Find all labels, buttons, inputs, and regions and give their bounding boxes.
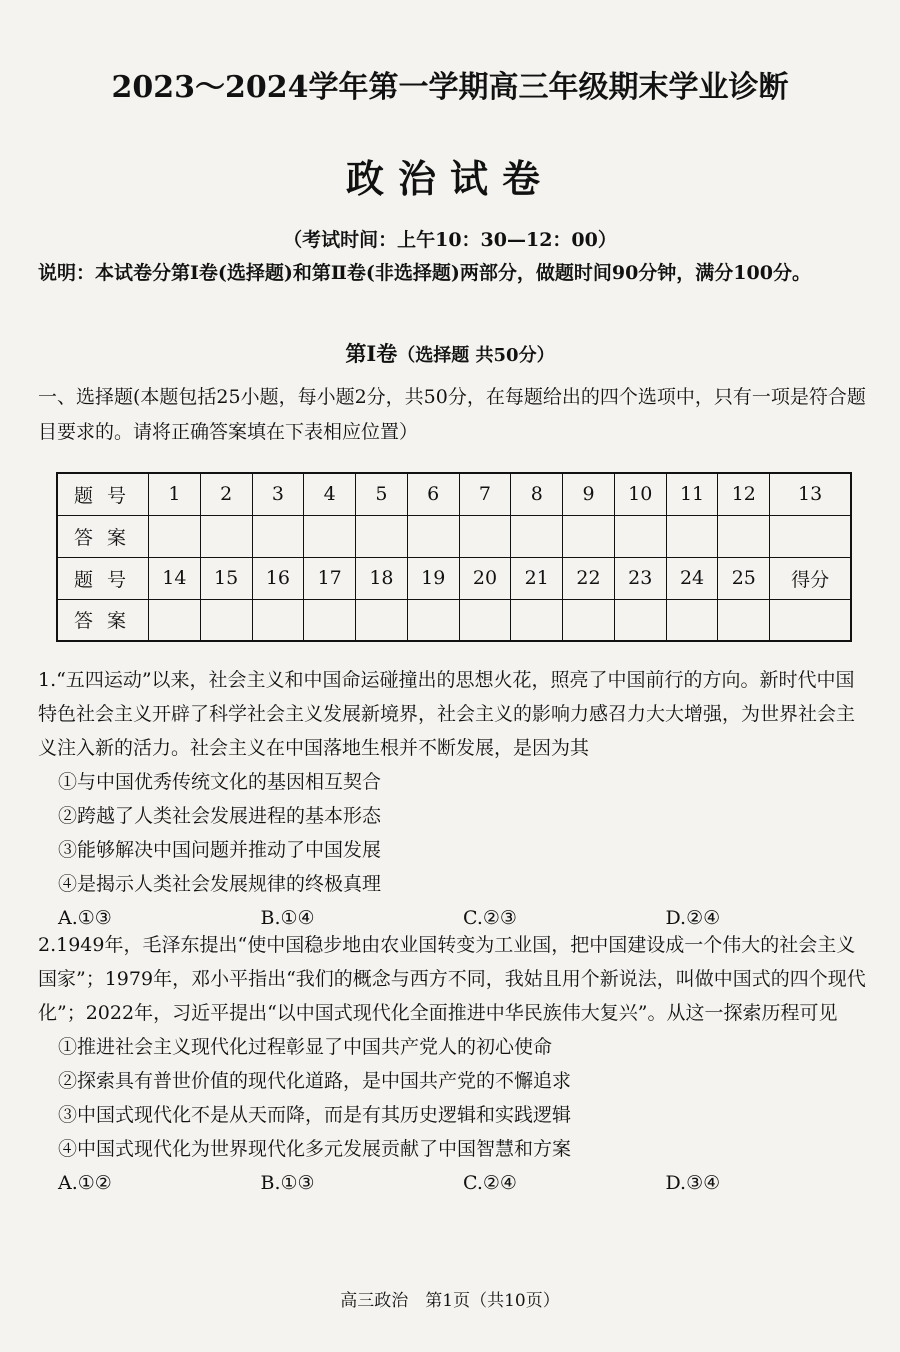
table-cell-number: 21 xyxy=(511,557,563,599)
answer-cell[interactable] xyxy=(666,599,718,641)
section-instructions: 一、选择题(本题包括25小题，每小题2分，共50分，在每题给出的四个选项中，只有一项是符合题目要求的。请将正确答案填在下表相应位置） xyxy=(38,386,866,443)
table-cell-number: 10 xyxy=(614,473,666,515)
choice-d: D.③④ xyxy=(665,1172,721,1194)
table-cell-score-label: 得分 xyxy=(770,557,851,599)
answer-cell[interactable] xyxy=(511,515,563,557)
table-label-answer: 答案 xyxy=(57,515,149,557)
choice-c: C.②③ xyxy=(463,907,517,929)
answer-table xyxy=(56,472,852,642)
table-cell-number: 15 xyxy=(200,557,252,599)
table-cell-number: 2 xyxy=(200,473,252,515)
answer-cell[interactable] xyxy=(356,515,408,557)
table-cell-number: 6 xyxy=(407,473,459,515)
question-stem: 1.“五四运动”以来，社会主义和中国命运碰撞出的思想火花，照亮了中国前行的方向。新时代中国特色社会主义开辟了科学社会主义发展新境界，社会主义的影响力感召力大大增强，为世界社会主义注入新的活力。社会主义在中国落地生根并不断发展，是因为其 xyxy=(38,669,856,759)
page-footer: 高三政治 第1页（共10页） xyxy=(340,1291,560,1311)
table-cell-number: 4 xyxy=(304,473,356,515)
answer-choices xyxy=(38,1166,868,1200)
answer-cell[interactable] xyxy=(563,599,615,641)
table-cell-number: 7 xyxy=(459,473,511,515)
subject-title: 政治试卷 xyxy=(345,156,554,201)
table-cell-number: 18 xyxy=(356,557,408,599)
table-label-number: 题号 xyxy=(57,473,149,515)
table-cell-number: 23 xyxy=(614,557,666,599)
choice-a: A.①③ xyxy=(58,907,112,929)
answer-cell[interactable] xyxy=(511,599,563,641)
question-option: ④中国式现代化为世界现代化多元发展贡献了中国智慧和方案 xyxy=(58,1138,572,1160)
choice-a: A.①② xyxy=(58,1172,112,1194)
table-row-answers-2 xyxy=(57,599,851,641)
answer-cell[interactable] xyxy=(614,515,666,557)
table-cell-number: 24 xyxy=(666,557,718,599)
question-option: ②跨越了人类社会发展进程的基本形态 xyxy=(58,805,382,827)
answer-cell[interactable] xyxy=(200,515,252,557)
table-row-numbers-2 xyxy=(57,557,851,599)
answer-cell[interactable] xyxy=(149,515,201,557)
table-cell-number: 11 xyxy=(666,473,718,515)
section-heading xyxy=(0,338,900,368)
table-cell-number: 16 xyxy=(252,557,304,599)
answer-cell[interactable] xyxy=(200,599,252,641)
answer-cell[interactable] xyxy=(407,599,459,641)
question-2 xyxy=(38,928,868,1200)
choice-d: D.②④ xyxy=(665,907,721,929)
table-cell-number: 20 xyxy=(459,557,511,599)
table-cell-number: 1 xyxy=(149,473,201,515)
question-option: ②探索具有普世价值的现代化道路，是中国共产党的不懈追求 xyxy=(58,1070,572,1092)
section-title: 第Ⅰ卷 xyxy=(345,341,398,366)
answer-cell[interactable] xyxy=(356,599,408,641)
answer-cell[interactable] xyxy=(252,599,304,641)
answer-cell[interactable] xyxy=(770,515,851,557)
question-option: ④是揭示人类社会发展规律的终极真理 xyxy=(58,873,382,895)
table-cell-number: 25 xyxy=(718,557,770,599)
table-cell-number: 19 xyxy=(407,557,459,599)
question-1 xyxy=(38,663,868,935)
table-cell-number: 9 xyxy=(563,473,615,515)
choice-b: B.①④ xyxy=(260,907,315,929)
table-cell-number: 8 xyxy=(511,473,563,515)
question-stem: 2.1949年，毛泽东提出“使中国稳步地由农业国转变为工业国，把中国建设成一个伟大的社会主义国家”；1979年，邓小平指出“我们的概念与西方不同，我姑且用个新说法，叫做中国式的四个现代化”；2022年，习近平提出“以中国式现代化全面推进中华民族伟大复兴”。从这一探索历程可见 xyxy=(38,934,866,1024)
table-row-answers-1 xyxy=(57,515,851,557)
answer-cell[interactable] xyxy=(407,515,459,557)
answer-cell[interactable] xyxy=(459,515,511,557)
question-option: ③能够解决中国问题并推动了中国发展 xyxy=(58,839,382,861)
answer-cell[interactable] xyxy=(459,599,511,641)
answer-cell[interactable] xyxy=(304,599,356,641)
table-cell-number: 17 xyxy=(304,557,356,599)
table-cell-number: 3 xyxy=(252,473,304,515)
table-cell-number: 13 xyxy=(770,473,851,515)
table-cell-number: 12 xyxy=(718,473,770,515)
answer-cell[interactable] xyxy=(718,515,770,557)
answer-cell[interactable] xyxy=(252,515,304,557)
exam-time: （考试时间：上午10：30—12：00） xyxy=(283,229,617,251)
section-subtitle: （选择题 共50分） xyxy=(397,345,555,366)
choice-c: C.②④ xyxy=(463,1172,517,1194)
table-label-number: 题号 xyxy=(57,557,149,599)
exam-note: 说明：本试卷分第Ⅰ卷(选择题)和第Ⅱ卷(非选择题)两部分，做题时间90分钟，满分100分。 xyxy=(38,262,811,284)
table-row-numbers-1 xyxy=(57,473,851,515)
answer-cell[interactable] xyxy=(614,599,666,641)
choice-b: B.①③ xyxy=(260,1172,315,1194)
question-option: ①推进社会主义现代化过程彰显了中国共产党人的初心使命 xyxy=(58,1036,553,1058)
table-cell-number: 5 xyxy=(356,473,408,515)
answer-cell[interactable] xyxy=(718,599,770,641)
answer-cell[interactable] xyxy=(304,515,356,557)
table-cell-number: 22 xyxy=(563,557,615,599)
exam-title: 2023～2024学年第一学期高三年级期末学业诊断 xyxy=(111,70,789,105)
answer-cell[interactable] xyxy=(563,515,615,557)
question-option: ③中国式现代化不是从天而降，而是有其历史逻辑和实践逻辑 xyxy=(58,1104,572,1126)
table-label-answer: 答案 xyxy=(57,599,149,641)
answer-cell[interactable] xyxy=(149,599,201,641)
answer-cell[interactable] xyxy=(666,515,718,557)
score-cell[interactable] xyxy=(770,599,851,641)
question-option: ①与中国优秀传统文化的基因相互契合 xyxy=(58,771,382,793)
table-cell-number: 14 xyxy=(149,557,201,599)
